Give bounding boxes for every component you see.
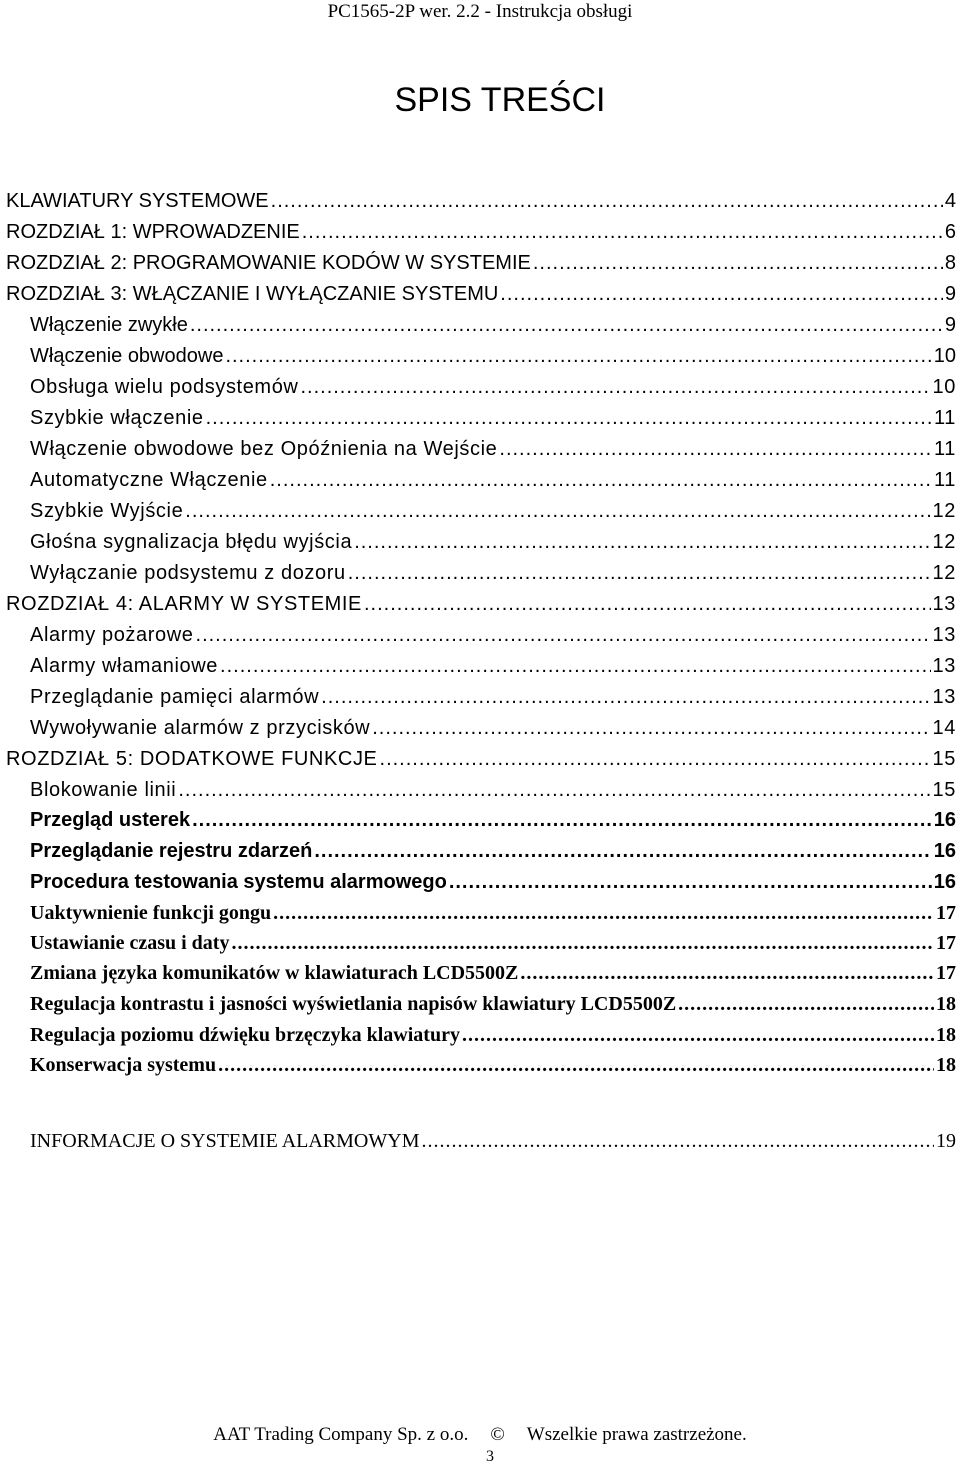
toc-leader-dots [421, 1127, 934, 1155]
toc-leader-dots [220, 652, 931, 680]
page-title: SPIS TREŚCI [394, 81, 606, 119]
page-number: 3 [486, 1448, 494, 1465]
toc-leader-dots [533, 249, 943, 277]
page-footer [0, 1423, 960, 1447]
toc-entry-label: Ustawianie czasu i daty [30, 932, 230, 954]
toc-entry-page: 15 [932, 779, 956, 801]
toc-entry[interactable] [6, 590, 956, 618]
toc-entry-page: 17 [936, 962, 956, 984]
toc-entry-page: 13 [932, 593, 956, 615]
toc-entry[interactable] [6, 187, 956, 215]
toc-entry-label: Przegląd usterek [30, 809, 191, 831]
toc-entry[interactable] [30, 311, 956, 339]
toc-entry-label: Regulacja kontrastu i jasności wyświetlania napisów klawiatury LCD5500Z [30, 993, 677, 1015]
toc-leader-dots [190, 311, 943, 339]
toc-entry[interactable] [30, 929, 956, 957]
toc-entry-page: 14 [932, 717, 956, 739]
toc-entry-page: 8 [944, 252, 956, 274]
toc-entry-page: 12 [932, 562, 956, 584]
toc-leader-dots [271, 187, 943, 215]
toc-leader-dots [354, 528, 930, 556]
toc-entry[interactable] [30, 404, 956, 432]
toc-entry-label: Procedura testowania systemu alarmowego [30, 871, 447, 893]
toc-entry[interactable] [6, 249, 956, 277]
copyright-symbol: © [490, 1424, 505, 1445]
toc-leader-dots [348, 559, 931, 587]
toc-leader-dots [314, 837, 931, 865]
toc-entry[interactable] [30, 621, 956, 649]
toc-entry-label: INFORMACJE O SYSTEMIE ALARMOWYM [30, 1130, 420, 1152]
rights-notice: Wszelkie prawa zastrzeżone. [526, 1424, 747, 1445]
toc-entry[interactable] [6, 218, 956, 246]
toc-leader-dots [500, 280, 943, 308]
toc-entry-label: ROZDZIAŁ 4: ALARMY W SYSTEMIE [6, 593, 362, 615]
toc-entry-label: Szybkie włączenie [30, 407, 204, 429]
toc-entry[interactable] [30, 373, 956, 401]
toc-entry-label: Wywoływanie alarmów z przycisków [30, 717, 371, 739]
toc-entry[interactable] [30, 652, 956, 680]
toc-entry-label: Zmiana języka komunikatów w klawiaturach LCD5500Z [30, 962, 519, 984]
toc-leader-dots [218, 1051, 934, 1079]
toc-leader-dots [300, 373, 930, 401]
toc-entry-label: ROZDZIAŁ 5: DODATKOWE FUNKCJE [6, 748, 378, 770]
toc-entry[interactable] [30, 1051, 956, 1079]
toc-entry[interactable] [30, 683, 956, 711]
toc-entry[interactable] [30, 435, 956, 463]
toc-leader-dots [372, 714, 930, 742]
toc-entry-label: Włączenie obwodowe [30, 345, 224, 367]
toc-entry-label: ROZDZIAŁ 1: WPROWADZENIE [6, 221, 300, 243]
toc-entry[interactable] [6, 745, 956, 773]
toc-leader-dots [178, 776, 930, 804]
toc-leader-dots [678, 990, 934, 1018]
toc-entry-label: Uaktywnienie funkcji gongu [30, 902, 272, 924]
toc-entry-page: 9 [944, 283, 956, 305]
toc-leader-dots [273, 899, 934, 927]
toc-entry[interactable] [30, 528, 956, 556]
toc-entry-label: Konserwacja systemu [30, 1054, 217, 1076]
toc-entry-page: 17 [936, 932, 956, 954]
toc-entry[interactable] [30, 806, 956, 834]
toc-entry-page: 18 [936, 1024, 956, 1046]
toc-entry-label: Włączenie zwykłe [30, 314, 188, 336]
toc-leader-dots [449, 868, 932, 896]
toc-entry-page: 13 [932, 624, 956, 646]
toc-leader-dots [462, 1021, 934, 1049]
toc-entry-page: 18 [936, 1054, 956, 1076]
toc-entry-label: Blokowanie linii [30, 779, 177, 801]
toc-entry-label: ROZDZIAŁ 3: WŁĄCZANIE I WYŁĄCZANIE SYSTEMU [6, 283, 499, 305]
toc-leader-dots [520, 959, 934, 987]
toc-leader-dots [206, 404, 932, 432]
toc-entry-label: Przeglądanie pamięci alarmów [30, 686, 320, 708]
toc-entry-label: Alarmy włamaniowe [30, 655, 219, 677]
toc-entry-page: 11 [934, 407, 956, 429]
toc-entry-label: Szybkie Wyjście [30, 500, 184, 522]
toc-entry[interactable] [30, 959, 956, 987]
toc-leader-dots [196, 621, 931, 649]
toc-entry-page: 6 [944, 221, 956, 243]
toc-leader-dots [499, 435, 932, 463]
toc-entry[interactable] [30, 868, 956, 896]
toc-entry-page: 12 [932, 500, 956, 522]
toc-entry-page: 11 [934, 438, 956, 460]
toc-entry-page: 19 [936, 1130, 956, 1152]
toc-entry[interactable] [30, 1021, 956, 1049]
toc-entry[interactable] [30, 714, 956, 742]
toc-entry-label: Alarmy pożarowe [30, 624, 194, 646]
toc-entry-label: KLAWIATURY SYSTEMOWE [6, 190, 269, 212]
toc-entry-page: 15 [932, 748, 956, 770]
toc-entry-page: 16 [933, 871, 956, 893]
toc-entry-label: Głośna sygnalizacja błędu wyjścia [30, 531, 353, 553]
toc-entry-page: 11 [934, 469, 956, 491]
toc-entry-page: 9 [944, 314, 956, 336]
toc-entry-page: 17 [936, 902, 956, 924]
company-name: AAT Trading Company Sp. z o.o. [213, 1424, 469, 1445]
toc-entry-page: 10 [932, 376, 956, 398]
toc-entry-label: Wyłączanie podsystemu z dozoru [30, 562, 346, 584]
toc-entry-page: 4 [944, 190, 956, 212]
toc-entry-page: 13 [932, 686, 956, 708]
toc-entry-label: Automatyczne Włączenie [30, 469, 268, 491]
toc-entry-label: Włączenie obwodowe bez Opóźnienia na Wejście [30, 438, 498, 460]
toc-entry-page: 16 [933, 809, 956, 831]
toc-entry[interactable] [30, 559, 956, 587]
toc-entry[interactable] [30, 497, 956, 525]
toc-entry-label: Obsługa wielu podsystemów [30, 376, 299, 398]
toc-leader-dots [192, 806, 932, 834]
toc-entry[interactable] [30, 466, 956, 494]
toc-leader-dots [302, 218, 943, 246]
toc-entry-label: Regulacja poziomu dźwięku brzęczyka klawiatury [30, 1024, 460, 1046]
toc-entry[interactable] [30, 342, 956, 370]
toc-entry[interactable] [6, 280, 956, 308]
toc-leader-dots [364, 590, 931, 618]
toc-entry-page: 16 [933, 840, 956, 862]
toc-leader-dots [231, 929, 934, 957]
toc-entry[interactable] [30, 837, 956, 865]
toc-entry-label: ROZDZIAŁ 2: PROGRAMOWANIE KODÓW W SYSTEMIE [6, 252, 531, 274]
toc-leader-dots [270, 466, 932, 494]
toc-leader-dots [380, 745, 931, 773]
toc-leader-dots [321, 683, 930, 711]
toc-entry[interactable] [30, 776, 956, 804]
toc-entry-page: 18 [936, 993, 956, 1015]
toc-entry[interactable] [30, 1127, 956, 1155]
toc-leader-dots [225, 342, 931, 370]
toc-entry[interactable] [30, 990, 956, 1018]
toc-leader-dots [185, 497, 930, 525]
toc-entry-label: Przeglądanie rejestru zdarzeń [30, 840, 313, 862]
toc-entry-page: 13 [932, 655, 956, 677]
toc-entry[interactable] [30, 899, 956, 927]
toc-entry-page: 12 [932, 531, 956, 553]
page-header: PC1565-2P wer. 2.2 - Instrukcja obsługi [327, 1, 633, 22]
toc-entry-page: 10 [933, 345, 956, 367]
